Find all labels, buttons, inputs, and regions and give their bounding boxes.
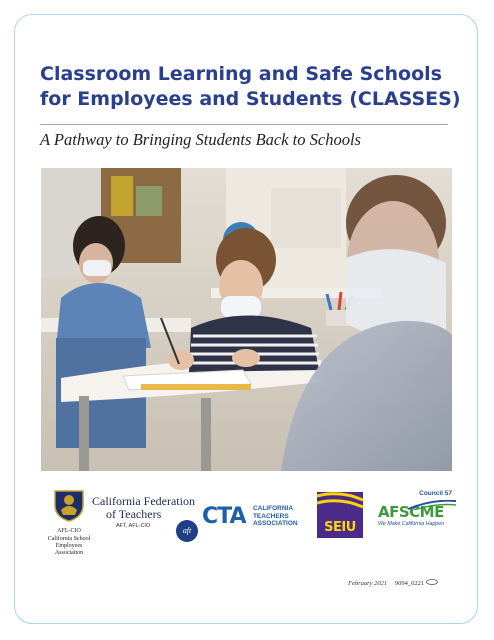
csea-logo xyxy=(44,488,94,557)
cta-name-line3: ASSOCIATION xyxy=(252,520,298,528)
cta-mark: CTA xyxy=(202,504,246,529)
document-code: 9094_0221 xyxy=(394,580,425,587)
cft-name-line2: of Teachers xyxy=(106,507,162,521)
cta-name-line2: TEACHERS xyxy=(252,512,289,520)
publication-date: February 2021 xyxy=(348,580,388,587)
title-divider xyxy=(40,124,448,125)
cft-name-line1: California Federation xyxy=(92,494,195,508)
aft-mark-icon: aft xyxy=(176,520,198,542)
csea-name: California School Employees Association xyxy=(47,536,91,556)
cta-name xyxy=(253,505,298,528)
title-line-2: for Employees and Students (CLASSES) xyxy=(40,88,461,110)
partner-logos xyxy=(40,486,460,556)
afscme-tagline: We Make California Happen xyxy=(378,521,445,527)
classroom-photo xyxy=(41,168,452,471)
afscme-council: Council 57 xyxy=(419,490,452,497)
afscme-name: AFSCME xyxy=(378,503,444,521)
title-line-1: Classroom Learning and Safe Schools xyxy=(40,63,442,85)
afscme-swoosh-icon xyxy=(378,500,458,510)
seiu-mark: SEIU xyxy=(324,520,356,535)
csea-shield-icon xyxy=(52,488,86,522)
cft-logo xyxy=(92,494,202,535)
cta-logo xyxy=(202,504,312,529)
document-subtitle: A Pathway to Bringing Students Back to Schools xyxy=(40,130,361,149)
union-bug-icon xyxy=(426,579,438,585)
cta-name-line1: CALIFORNIA xyxy=(252,505,294,513)
cft-affiliation: AFT, AFL-CIO xyxy=(116,523,151,529)
seiu-logo xyxy=(317,492,363,538)
document-footer xyxy=(348,579,438,587)
afscme-logo xyxy=(378,490,458,527)
csea-badge-text: AFL-CIO xyxy=(57,528,81,534)
document-title xyxy=(40,62,460,112)
seiu-stripes-icon xyxy=(317,492,363,514)
